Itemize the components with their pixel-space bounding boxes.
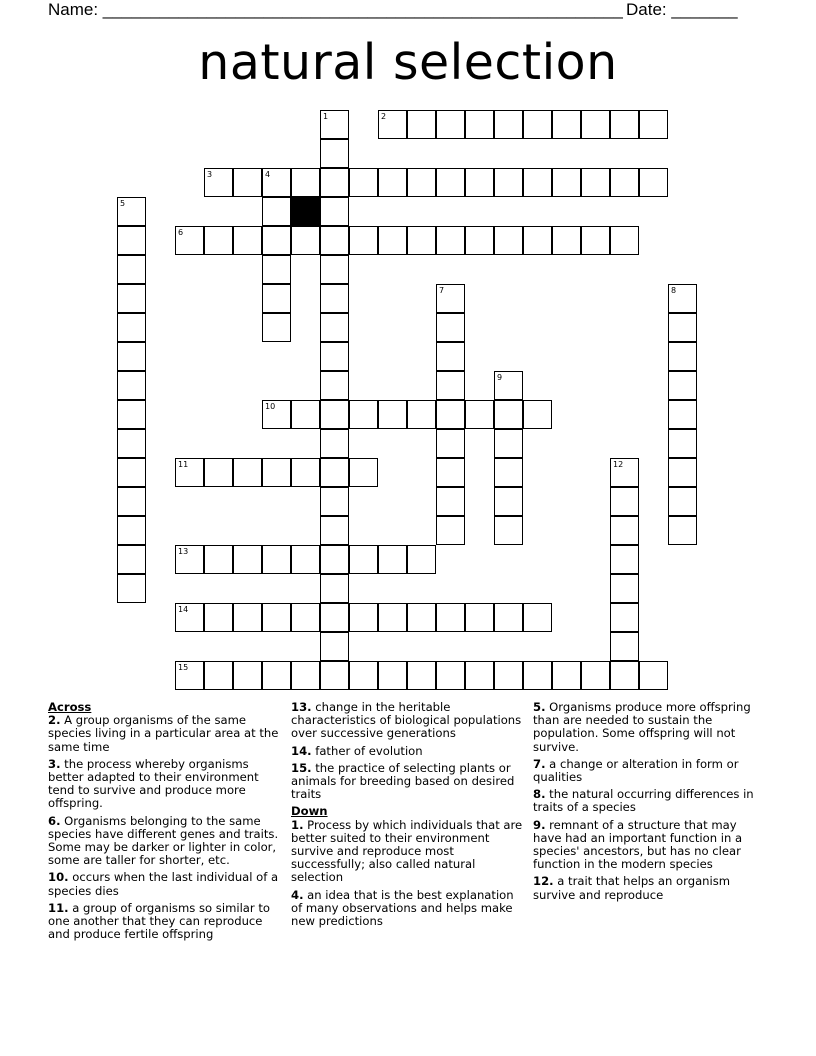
- grid-cell[interactable]: [407, 400, 436, 429]
- grid-cell[interactable]: [436, 458, 465, 487]
- grid-cell[interactable]: [581, 661, 610, 690]
- grid-cell[interactable]: [494, 371, 523, 400]
- grid-cell[interactable]: [610, 603, 639, 632]
- grid-cell[interactable]: [204, 545, 233, 574]
- clue-number: 2: [381, 112, 387, 121]
- grid-cell[interactable]: [668, 516, 697, 545]
- grid-cell[interactable]: [610, 661, 639, 690]
- grid-cell[interactable]: [436, 487, 465, 516]
- grid-cell[interactable]: [320, 110, 349, 139]
- grid-cell[interactable]: [494, 458, 523, 487]
- clue-number: 10: [265, 402, 276, 411]
- grid-cell[interactable]: [233, 168, 262, 197]
- grid-cell[interactable]: [175, 603, 204, 632]
- grid-cell[interactable]: [610, 632, 639, 661]
- grid-cell[interactable]: [204, 226, 233, 255]
- grid-cell[interactable]: [378, 545, 407, 574]
- grid-cell[interactable]: [494, 429, 523, 458]
- grid-cell[interactable]: [523, 110, 552, 139]
- grid-cell[interactable]: [262, 400, 291, 429]
- grid-cell[interactable]: [465, 110, 494, 139]
- grid-cell[interactable]: [262, 168, 291, 197]
- clue-down-12: 12. a trait that helps an organism survive and reproduce: [533, 874, 731, 902]
- grid-cell[interactable]: [291, 226, 320, 255]
- grid-cell[interactable]: [610, 545, 639, 574]
- grid-cell[interactable]: [639, 110, 668, 139]
- grid-cell[interactable]: [262, 255, 291, 284]
- grid-cell[interactable]: [175, 458, 204, 487]
- grid-cell[interactable]: [436, 110, 465, 139]
- grid-cell[interactable]: [117, 458, 146, 487]
- grid-cell[interactable]: [378, 661, 407, 690]
- clue-number: 15: [178, 663, 189, 672]
- grid-cell[interactable]: [523, 400, 552, 429]
- grid-cell[interactable]: [175, 545, 204, 574]
- grid-cell[interactable]: [233, 226, 262, 255]
- grid-cell[interactable]: [117, 545, 146, 574]
- grid-cell[interactable]: [523, 661, 552, 690]
- grid-cell[interactable]: [204, 458, 233, 487]
- clue-down-7: 7. a change or alteration in form or qualities: [533, 756, 739, 785]
- grid-cell[interactable]: [494, 487, 523, 516]
- clue-across-14: 14. father of evolution: [291, 743, 423, 758]
- grid-cell[interactable]: [117, 342, 146, 371]
- clue-number: 8: [671, 286, 677, 295]
- clues-column-3: [533, 701, 755, 906]
- grid-cell[interactable]: [668, 487, 697, 516]
- grid-cell[interactable]: [610, 458, 639, 487]
- grid-cell[interactable]: [349, 226, 378, 255]
- clue-across-11: 11. a group of organisms so similar to one another that they can reproduce and produce fertile offspring: [48, 900, 271, 942]
- grid-cell[interactable]: [320, 487, 349, 516]
- clue-down-5: 5. Organisms produce more offspring than are needed to sustain the population. Some offspring will not survive.: [533, 700, 751, 754]
- grid-cell[interactable]: [349, 603, 378, 632]
- grid-cell[interactable]: [668, 342, 697, 371]
- grid-cell[interactable]: [668, 371, 697, 400]
- grid-cell[interactable]: [610, 574, 639, 603]
- black-square: [291, 197, 320, 226]
- grid-cell[interactable]: [436, 226, 465, 255]
- grid-cell[interactable]: [291, 545, 320, 574]
- grid-cell[interactable]: [610, 487, 639, 516]
- grid-cell[interactable]: [349, 400, 378, 429]
- grid-cell[interactable]: [320, 632, 349, 661]
- grid-cell[interactable]: [320, 197, 349, 226]
- grid-cell[interactable]: [320, 458, 349, 487]
- grid-cell[interactable]: [262, 226, 291, 255]
- grid-cell[interactable]: [465, 603, 494, 632]
- clue-number: 11: [178, 460, 189, 469]
- grid-cell[interactable]: [320, 661, 349, 690]
- grid-cell[interactable]: [407, 661, 436, 690]
- grid-cell[interactable]: [523, 226, 552, 255]
- grid-cell[interactable]: [552, 226, 581, 255]
- grid-cell[interactable]: [262, 603, 291, 632]
- grid-cell[interactable]: [465, 400, 494, 429]
- grid-cell[interactable]: [349, 168, 378, 197]
- clue-number: 1: [323, 112, 329, 121]
- grid-cell[interactable]: [117, 284, 146, 313]
- clue-across-3: 3. the process whereby organisms better adapted to their environment tend to survive and produce more offspring.: [48, 756, 259, 811]
- grid-cell[interactable]: [320, 342, 349, 371]
- grid-cell[interactable]: [639, 168, 668, 197]
- grid-cell[interactable]: [668, 458, 697, 487]
- grid-cell[interactable]: [465, 168, 494, 197]
- grid-cell[interactable]: [117, 400, 146, 429]
- grid-cell[interactable]: [291, 458, 320, 487]
- grid-cell[interactable]: [407, 545, 436, 574]
- grid-cell[interactable]: [552, 110, 581, 139]
- grid-cell[interactable]: [320, 371, 349, 400]
- grid-cell[interactable]: [407, 110, 436, 139]
- grid-cell[interactable]: [668, 429, 697, 458]
- grid-cell[interactable]: [320, 255, 349, 284]
- grid-cell[interactable]: [436, 603, 465, 632]
- grid-cell[interactable]: [117, 487, 146, 516]
- grid-cell[interactable]: [320, 603, 349, 632]
- clue-number: 14: [178, 605, 189, 614]
- grid-cell[interactable]: [204, 661, 233, 690]
- clue-down-9: 9. remnant of a structure that may have had an important function in a species' ancestors, but has no clear function in the modern species: [533, 817, 743, 872]
- grid-cell[interactable]: [117, 226, 146, 255]
- clue-across-10: 10. occurs when the last individual of a species dies: [48, 870, 279, 898]
- grid-cell[interactable]: [494, 168, 523, 197]
- grid-cell[interactable]: [494, 661, 523, 690]
- grid-cell[interactable]: [291, 168, 320, 197]
- grid-cell[interactable]: [407, 168, 436, 197]
- grid-cell[interactable]: [320, 516, 349, 545]
- grid-cell[interactable]: [610, 226, 639, 255]
- clue-across-2: 2. A group organisms of the same species living in a particular area at the same time: [48, 713, 279, 754]
- grid-cell[interactable]: [349, 545, 378, 574]
- grid-cell[interactable]: [668, 313, 697, 342]
- grid-cell[interactable]: [378, 603, 407, 632]
- grid-cell[interactable]: [465, 661, 494, 690]
- clue-number: 7: [439, 286, 445, 295]
- grid-cell[interactable]: [233, 458, 262, 487]
- grid-cell[interactable]: [320, 139, 349, 168]
- grid-cell[interactable]: [262, 458, 291, 487]
- grid-cell[interactable]: [523, 603, 552, 632]
- clue-number: 9: [497, 373, 503, 382]
- grid-cell[interactable]: [639, 661, 668, 690]
- grid-cell[interactable]: [262, 545, 291, 574]
- clue-number: 5: [120, 199, 126, 208]
- grid-cell[interactable]: [494, 603, 523, 632]
- grid-cell[interactable]: [378, 226, 407, 255]
- grid-cell[interactable]: [436, 371, 465, 400]
- clues-column-1: [48, 701, 280, 945]
- grid-cell[interactable]: [320, 574, 349, 603]
- grid-cell[interactable]: [378, 400, 407, 429]
- grid-cell[interactable]: [320, 226, 349, 255]
- grid-cell[interactable]: [552, 661, 581, 690]
- grid-cell[interactable]: [436, 400, 465, 429]
- grid-cell[interactable]: [668, 284, 697, 313]
- grid-cell[interactable]: [436, 284, 465, 313]
- grid-cell[interactable]: [262, 197, 291, 226]
- grid-cell[interactable]: [291, 603, 320, 632]
- grid-cell[interactable]: [233, 661, 262, 690]
- clue-number: 6: [178, 228, 184, 237]
- grid-cell[interactable]: [117, 371, 146, 400]
- grid-cell[interactable]: [436, 429, 465, 458]
- clue-number: 3: [207, 170, 213, 179]
- grid-cell[interactable]: [204, 603, 233, 632]
- clue-number: 12: [613, 460, 624, 469]
- grid-cell[interactable]: [436, 516, 465, 545]
- grid-cell[interactable]: [436, 342, 465, 371]
- grid-cell[interactable]: [349, 458, 378, 487]
- grid-cell[interactable]: [436, 661, 465, 690]
- grid-cell[interactable]: [465, 226, 494, 255]
- name-field[interactable]: Name: _______________________________________________________: [48, 0, 623, 19]
- grid-cell[interactable]: [581, 226, 610, 255]
- clue-across-6: 6. Organisms belonging to the same species have different genes and traits. Some may be darker or lighter in color, some are taller for shorter, etc.: [48, 813, 279, 868]
- grid-cell[interactable]: [233, 545, 262, 574]
- grid-cell[interactable]: [320, 284, 349, 313]
- grid-cell[interactable]: [320, 168, 349, 197]
- grid-cell[interactable]: [117, 313, 146, 342]
- grid-cell[interactable]: [523, 168, 552, 197]
- grid-cell[interactable]: [175, 226, 204, 255]
- grid-cell[interactable]: [117, 516, 146, 545]
- grid-cell[interactable]: [291, 400, 320, 429]
- clue-down-8: 8. the natural occurring differences in traits of a species: [533, 787, 754, 815]
- grid-cell[interactable]: [581, 110, 610, 139]
- grid-cell[interactable]: [610, 168, 639, 197]
- grid-cell[interactable]: [378, 110, 407, 139]
- grid-cell[interactable]: [291, 661, 320, 690]
- grid-cell[interactable]: [320, 400, 349, 429]
- clue-number: 4: [265, 170, 271, 179]
- grid-cell[interactable]: [262, 313, 291, 342]
- clue-number: 13: [178, 547, 189, 556]
- across-heading: Across: [48, 700, 92, 714]
- grid-cell[interactable]: [320, 545, 349, 574]
- grid-cell[interactable]: [378, 168, 407, 197]
- grid-cell[interactable]: [117, 197, 146, 226]
- clue-across-15: 15. the practice of selecting plants or animals for breeding based on desired traits: [291, 760, 515, 802]
- grid-cell[interactable]: [262, 661, 291, 690]
- grid-cell[interactable]: [494, 400, 523, 429]
- grid-cell[interactable]: [436, 168, 465, 197]
- grid-cell[interactable]: [117, 255, 146, 284]
- grid-cell[interactable]: [610, 516, 639, 545]
- date-field[interactable]: Date: _______: [626, 0, 738, 19]
- grid-cell[interactable]: [581, 168, 610, 197]
- grid-cell[interactable]: [668, 400, 697, 429]
- grid-cell[interactable]: [610, 110, 639, 139]
- grid-cell[interactable]: [117, 429, 146, 458]
- grid-cell[interactable]: [349, 661, 378, 690]
- grid-cell[interactable]: [262, 284, 291, 313]
- clue-across-13: 13. change in the heritable characteristics of biological populations over successive generations: [291, 700, 522, 741]
- grid-cell[interactable]: [204, 168, 233, 197]
- grid-cell[interactable]: [320, 429, 349, 458]
- grid-cell[interactable]: [320, 313, 349, 342]
- page-title: natural selection: [198, 34, 618, 91]
- grid-cell[interactable]: [552, 168, 581, 197]
- grid-cell[interactable]: [436, 313, 465, 342]
- grid-cell[interactable]: [407, 603, 436, 632]
- grid-cell[interactable]: [494, 516, 523, 545]
- clue-down-4: 4. an idea that is the best explanation of many observations and helps make new predictions: [291, 887, 514, 929]
- grid-cell[interactable]: [494, 110, 523, 139]
- grid-cell[interactable]: [494, 226, 523, 255]
- grid-cell[interactable]: [233, 603, 262, 632]
- clue-down-1: 1. Process by which individuals that are better suited to their environment survive and reproduce most successfully; also called natural selection: [291, 817, 523, 885]
- grid-cell[interactable]: [117, 574, 146, 603]
- clues-column-2: [291, 701, 527, 932]
- down-heading: Down: [291, 804, 328, 819]
- grid-cell[interactable]: [175, 661, 204, 690]
- grid-cell[interactable]: [407, 226, 436, 255]
